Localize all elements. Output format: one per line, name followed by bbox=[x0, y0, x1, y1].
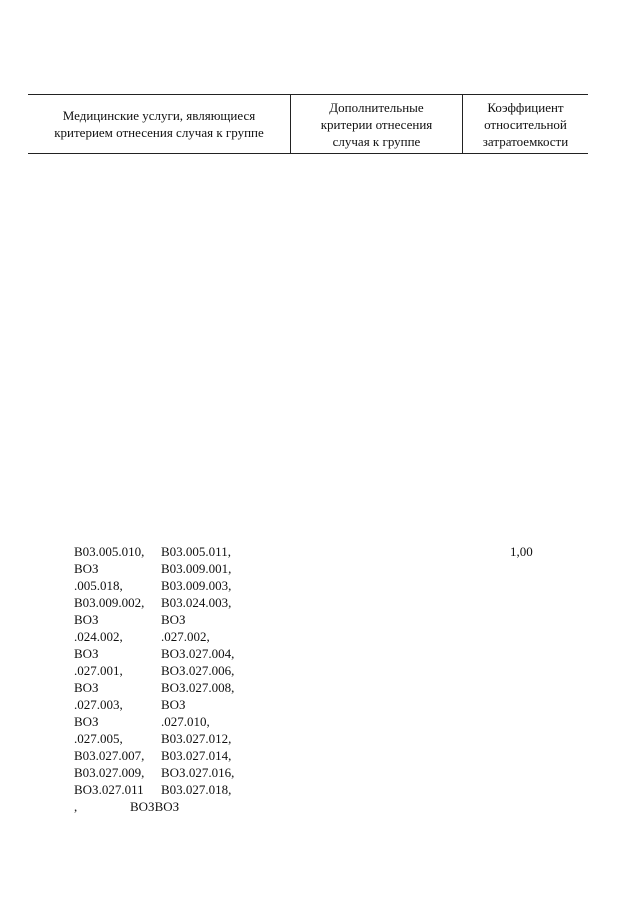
table-header bbox=[28, 94, 588, 154]
code-row bbox=[74, 611, 271, 628]
code-cell: В03.009.002, bbox=[74, 595, 145, 610]
code-row bbox=[74, 713, 271, 730]
code-row bbox=[74, 781, 271, 798]
code-trailing-text: ВОЗВОЗ bbox=[130, 799, 180, 814]
code-cell: ВОЗ.027.011 bbox=[74, 782, 144, 797]
code-cell: .027.001, bbox=[74, 663, 123, 678]
coefficient-value: 1,00 bbox=[510, 544, 533, 559]
code-cell: В03.024.003, bbox=[161, 595, 232, 610]
header-services: Медицинские услуги, являющиеся критерием отнесения случая к группе bbox=[28, 95, 291, 153]
code-row bbox=[74, 730, 271, 747]
code-cell: ВОЗ bbox=[161, 697, 186, 712]
code-cell: В03.005.010, bbox=[74, 544, 145, 559]
code-cell: ВОЗ bbox=[74, 561, 99, 576]
code-cell: .005.018, bbox=[74, 578, 123, 593]
code-row-last bbox=[74, 798, 271, 815]
code-cell: В03.027.012, bbox=[161, 731, 232, 746]
code-cell: ВОЗ bbox=[74, 646, 99, 661]
code-row bbox=[74, 696, 271, 713]
code-cell: ВОЗ bbox=[74, 714, 99, 729]
code-cell: В03.027.009, bbox=[74, 765, 145, 780]
code-row bbox=[74, 543, 271, 560]
code-cell: .027.002, bbox=[161, 629, 210, 644]
code-cell: .027.010, bbox=[161, 714, 210, 729]
code-row bbox=[74, 645, 271, 662]
code-row bbox=[74, 594, 271, 611]
code-cell: В03.009.003, bbox=[161, 578, 232, 593]
code-cell: ВОЗ.027.016, bbox=[161, 765, 235, 780]
code-row bbox=[74, 577, 271, 594]
code-cell: ВОЗ bbox=[74, 612, 99, 627]
code-cell: ВОЗ.027.008, bbox=[161, 680, 235, 695]
header-coefficient: Коэффициент относительной затратоемкости bbox=[482, 99, 569, 149]
header-additional-criteria: Дополнительные критерии отнесения случая к группе bbox=[291, 95, 463, 153]
code-cell: В03.027.014, bbox=[161, 748, 232, 763]
code-row bbox=[74, 679, 271, 696]
code-row bbox=[74, 764, 271, 781]
code-cell: ВОЗ.027.004, bbox=[161, 646, 235, 661]
code-cell: ВОЗ bbox=[161, 612, 186, 627]
service-codes bbox=[74, 543, 271, 815]
code-cell: В03.027.007, bbox=[74, 748, 145, 763]
code-trailing-comma: , bbox=[74, 799, 78, 814]
code-cell: .027.003, bbox=[74, 697, 123, 712]
code-row bbox=[74, 747, 271, 764]
code-cell: .024.002, bbox=[74, 629, 123, 644]
code-cell: В03.009.001, bbox=[161, 561, 232, 576]
code-cell: .027.005, bbox=[74, 731, 123, 746]
code-row bbox=[74, 628, 271, 645]
code-cell: ВОЗ.027.006, bbox=[161, 663, 235, 678]
code-row bbox=[74, 560, 271, 577]
code-row bbox=[74, 662, 271, 679]
code-cell: В03.027.018, bbox=[161, 782, 232, 797]
code-cell: ВОЗ bbox=[74, 680, 99, 695]
code-cell: В03.005.011, bbox=[161, 544, 231, 559]
